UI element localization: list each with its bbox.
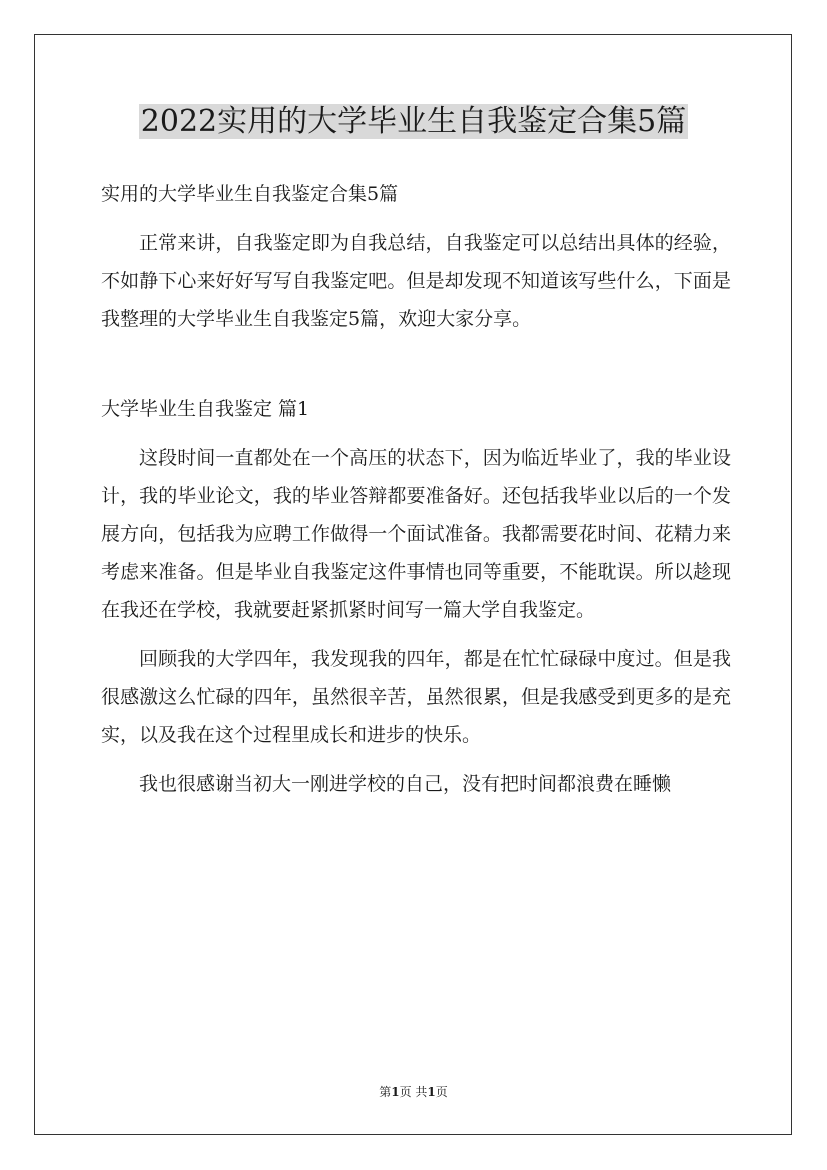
- footer-page-mid: 页 共: [399, 1085, 428, 1099]
- page-footer: [0, 1084, 827, 1100]
- footer-page-current: 1: [391, 1085, 400, 1099]
- document-subtitle: 实用的大学毕业生自我鉴定合集5篇: [101, 183, 399, 205]
- body-paragraph-2: 回顾我的大学四年，我发现我的四年，都是在忙忙碌碌中度过。但是我很感激这么忙碌的四年，虽然很辛苦，虽然很累，但是我感受到更多的是充实，以及我在这个过程里成长和进步的快乐。: [101, 648, 731, 746]
- body-paragraph-3: 我也很感谢当初大一刚进学校的自己，没有把时间都浪费在睡懒: [139, 773, 672, 795]
- body-paragraph-1: 这段时间一直都处在一个高压的状态下，因为临近毕业了，我的毕业设计，我的毕业论文，我的毕业答辩都要准备好。还包括我毕业以后的一个发展方向，包括我为应聘工作做得一个面试准备。我都需要花时间、花精力来考虑来准备。但是毕业自我鉴定这件事情也同等重要，不能耽误。所以趁现在我还在学校，我就要赶紧抓紧时间写一篇大学自我鉴定。: [101, 447, 731, 621]
- section-heading: 大学毕业生自我鉴定 篇1: [101, 398, 310, 420]
- footer-page-suffix: 页: [435, 1085, 448, 1099]
- footer-page-total: 1: [427, 1085, 436, 1099]
- document-body: [101, 175, 731, 814]
- footer-page-prefix: 第: [379, 1085, 392, 1099]
- document-title: [0, 100, 827, 144]
- intro-paragraph: 正常来讲，自我鉴定即为自我总结，自我鉴定可以总结出具体的经验，不如静下心来好好写写自我鉴定吧。但是却发现不知道该写些什么，下面是我整理的大学毕业生自我鉴定5篇，欢迎大家分享。: [101, 232, 731, 330]
- document-title-text: 2022实用的大学毕业生自我鉴定合集5篇: [140, 104, 687, 139]
